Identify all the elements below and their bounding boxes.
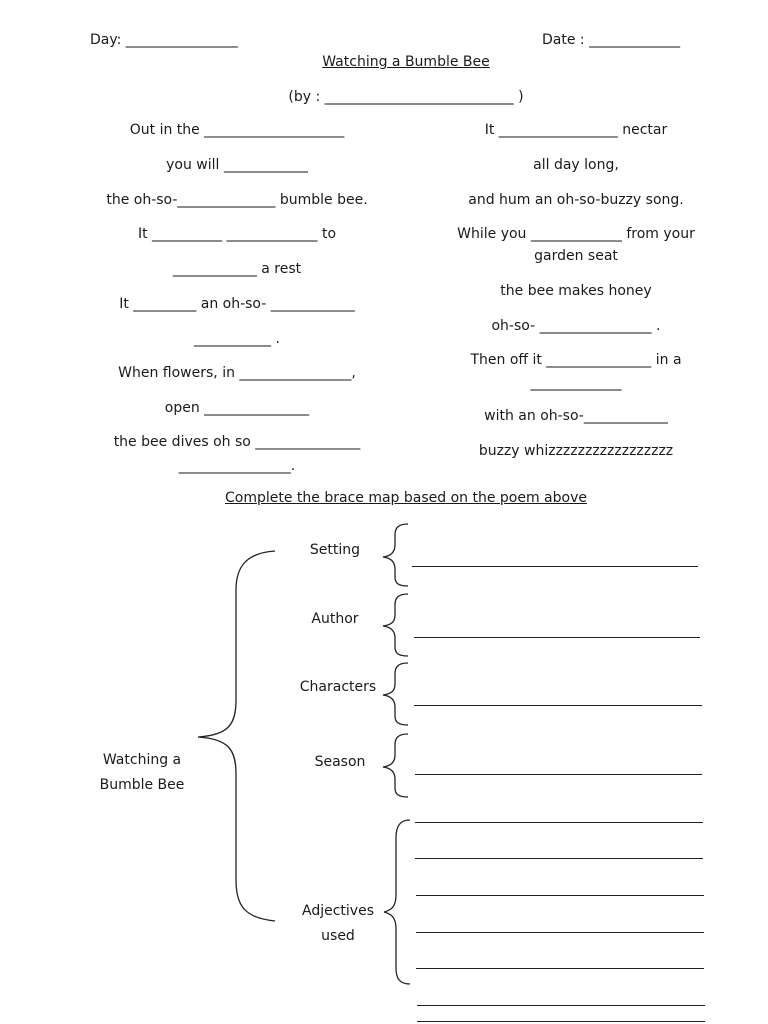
adjective-answer-line[interactable] — [417, 1005, 705, 1006]
adjective-answer-line[interactable] — [415, 822, 703, 823]
adjectives-label-line-1: Adjectives — [302, 903, 374, 919]
poem-line: ____________ a rest — [172, 261, 302, 277]
poem-line: oh-so- ________________ . — [491, 318, 661, 334]
poem-line: ________________. — [178, 458, 296, 474]
characters-label: Characters — [299, 679, 377, 695]
season-label: Season — [314, 754, 366, 770]
author-label: Author — [311, 611, 359, 627]
adjectives-label-line-2: used — [321, 928, 355, 944]
poem-title: Watching a Bumble Bee — [322, 54, 490, 70]
author-field[interactable]: (by : ___________________________ ) — [288, 89, 524, 105]
setting-brace-shape — [383, 524, 408, 586]
poem-line: It _________ an oh-so- ____________ — [119, 296, 355, 312]
poem-line: _____________ — [530, 375, 622, 391]
author-answer-line[interactable] — [414, 637, 700, 638]
poem-line: you will ____________ — [166, 157, 308, 173]
setting-label: Setting — [309, 542, 361, 558]
brace-root-line-1: Watching a — [102, 752, 182, 768]
day-field[interactable]: Day: ________________ — [90, 32, 238, 48]
poem-line: When flowers, in ________________, — [118, 365, 356, 381]
characters-answer-line[interactable] — [414, 705, 702, 706]
poem-line: the bee dives oh so _______________ — [113, 434, 361, 450]
poem-line: all day long, — [533, 157, 619, 173]
poem-line: the bee makes honey — [500, 283, 652, 299]
instruction-heading: Complete the brace map based on the poem above — [225, 490, 587, 506]
poem-line: with an oh-so-____________ — [484, 408, 668, 424]
poem-line: buzzy whizzzzzzzzzzzzzzzzz — [478, 443, 674, 459]
season-answer-line[interactable] — [415, 774, 702, 775]
characters-brace-shape — [383, 663, 408, 725]
poem-line: garden seat — [534, 248, 618, 264]
poem-line: ___________ . — [194, 331, 280, 347]
poem-line: While you _____________ from your — [457, 226, 695, 242]
poem-line: It __________ _____________ to — [137, 226, 337, 242]
adjective-answer-line[interactable] — [415, 858, 703, 859]
poem-line: It _________________ nectar — [484, 122, 668, 138]
adjective-answer-line[interactable] — [416, 968, 704, 969]
date-field[interactable]: Date : _____________ — [542, 32, 681, 48]
main-brace-shape — [198, 551, 275, 921]
adjective-answer-line[interactable] — [416, 932, 704, 933]
poem-line: open _______________ — [164, 400, 310, 416]
poem-line: Out in the ____________________ — [129, 122, 345, 138]
adjectives-brace-shape — [384, 820, 410, 984]
poem-line: the oh-so-______________ bumble bee. — [106, 192, 368, 208]
brace-root-line-2: Bumble Bee — [99, 777, 185, 793]
adjective-answer-line[interactable] — [417, 1021, 705, 1022]
setting-answer-line[interactable] — [412, 566, 698, 567]
poem-line: and hum an oh-so-buzzy song. — [468, 192, 684, 208]
adjective-answer-line[interactable] — [416, 895, 704, 896]
poem-line: Then off it _______________ in a — [470, 352, 682, 368]
author-brace-shape — [383, 594, 408, 656]
